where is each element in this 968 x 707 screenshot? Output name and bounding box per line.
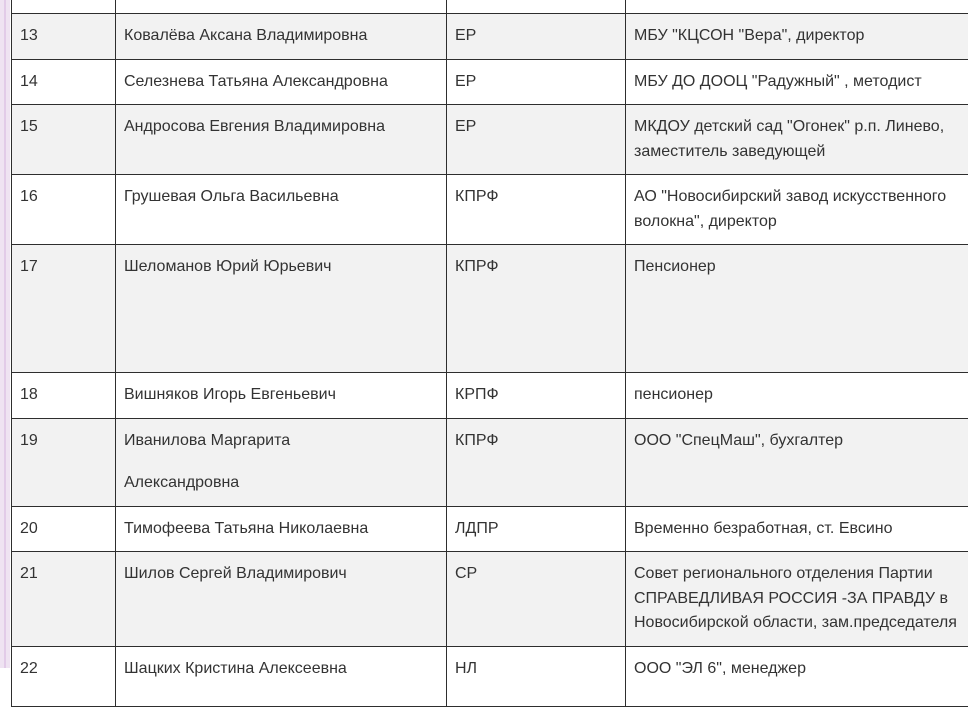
cell-party: КПРФ xyxy=(447,245,626,373)
cell-party: СР xyxy=(447,552,626,647)
table-row xyxy=(12,14,968,60)
cell-number xyxy=(12,0,116,14)
cell-job: пенсионер xyxy=(626,373,968,419)
cell-job: ООО "ЭЛ 6", менеджер xyxy=(626,646,968,706)
cell-party: ЕР xyxy=(447,14,626,60)
cell-number: 13 xyxy=(12,14,116,60)
cell-job: ООО "СпецМаш", бухгалтер xyxy=(626,418,968,506)
cell-name: Вишняков Игорь Евгеньевич xyxy=(116,373,447,419)
cell-party xyxy=(447,0,626,14)
table-row xyxy=(12,175,968,245)
cell-job: Временно безработная, ст. Евсино xyxy=(626,506,968,552)
cell-number: 17 xyxy=(12,245,116,373)
table-row xyxy=(12,105,968,175)
table-row xyxy=(12,373,968,419)
cell-job xyxy=(626,0,968,14)
cell-party: ЕР xyxy=(447,59,626,105)
cell-job: Совет регионального отделения Партии СПРАВЕДЛИВАЯ РОССИЯ -ЗА ПРАВДУ в Новосибирской области, зам.председателя xyxy=(626,552,968,647)
cell-name xyxy=(116,0,447,14)
cell-name: Грушевая Ольга Васильевна xyxy=(116,175,447,245)
name-second-line: Александровна xyxy=(124,474,239,491)
cell-party: КПРФ xyxy=(447,175,626,245)
cell-job: МБУ ДО ДООЦ "Радужный" , методист xyxy=(626,59,968,105)
table-row xyxy=(12,506,968,552)
cell-number: 19 xyxy=(12,418,116,506)
cell-party: НЛ xyxy=(447,646,626,706)
candidates-table xyxy=(11,0,968,707)
cell-number: 22 xyxy=(12,646,116,706)
table-row xyxy=(12,0,968,14)
cell-job: Пенсионер xyxy=(626,245,968,373)
cell-job: АО "Новосибирский завод искусственного волокна", директор xyxy=(626,175,968,245)
cell-job: МБУ "КЦСОН "Вера", директор xyxy=(626,14,968,60)
cell-name xyxy=(116,418,447,506)
cell-name: Селезнева Татьяна Александровна xyxy=(116,59,447,105)
table-row xyxy=(12,245,968,373)
cell-name: Шацких Кристина Алексеевна xyxy=(116,646,447,706)
cell-number: 16 xyxy=(12,175,116,245)
cell-name: Ковалёва Аксана Владимировна xyxy=(116,14,447,60)
table-row xyxy=(12,646,968,706)
cell-name: Шилов Сергей Владимирович xyxy=(116,552,447,647)
cell-number: 14 xyxy=(12,59,116,105)
candidates-table-container xyxy=(11,0,968,707)
cell-name: Тимофеева Татьяна Николаевна xyxy=(116,506,447,552)
cell-number: 18 xyxy=(12,373,116,419)
table-row xyxy=(12,552,968,647)
name-first-line: Иванилова Маргарита xyxy=(124,432,290,449)
cell-job: МКДОУ детский сад "Огонек" р.п. Линево, заместитель заведующей xyxy=(626,105,968,175)
cell-name: Шеломанов Юрий Юрьевич xyxy=(116,245,447,373)
cell-party: ЕР xyxy=(447,105,626,175)
cell-number: 21 xyxy=(12,552,116,647)
table-row xyxy=(12,59,968,105)
cell-party: КПРФ xyxy=(447,418,626,506)
cell-party: КРПФ xyxy=(447,373,626,419)
table-row xyxy=(12,418,968,506)
cell-number: 15 xyxy=(12,105,116,175)
cell-number: 20 xyxy=(12,506,116,552)
cell-name: Андросова Евгения Владимировна xyxy=(116,105,447,175)
left-page-border xyxy=(0,0,10,668)
cell-party: ЛДПР xyxy=(447,506,626,552)
